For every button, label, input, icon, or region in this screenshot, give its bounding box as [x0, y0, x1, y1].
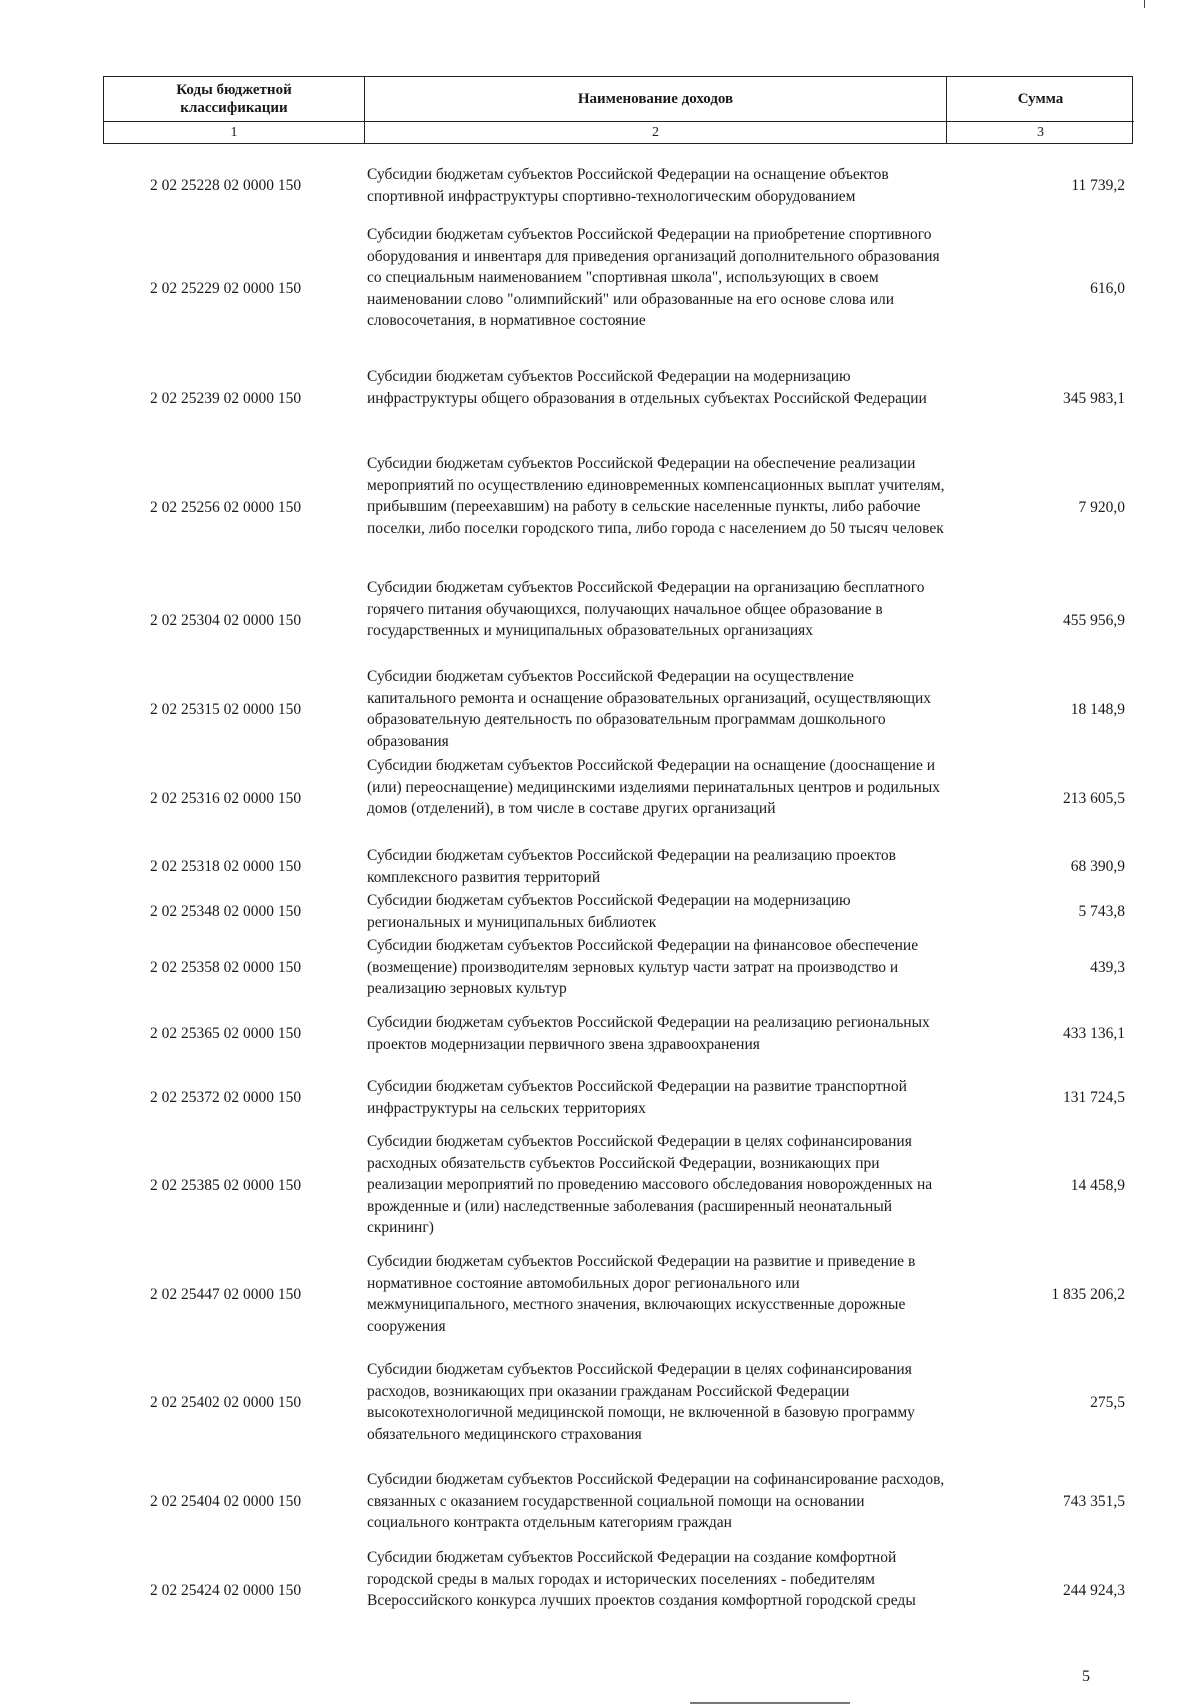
row-code: 2 02 25424 02 0000 150 — [150, 1582, 302, 1599]
scan-artifact — [1144, 0, 1145, 8]
row-sum: 244 924,3 — [1063, 1582, 1125, 1599]
row-sum: 455 956,9 — [1063, 612, 1125, 629]
row-name: Субсидии бюджетам субъектов Российской Федерации на создание комфортной городской среды в малых городах и исторических поселениях - победителям Всероссийского конкурса лучших проектов создания комфортной городской среды — [367, 1549, 916, 1610]
row-name: Субсидии бюджетам субъектов Российской Федерации на софинансирование расходов, связанных с оказанием государственной социальной помощи на основании социального контракта отдельным категориям граждан — [367, 1471, 945, 1532]
row-sum: 616,0 — [1090, 280, 1125, 297]
row-name: Субсидии бюджетам субъектов Российской Федерации на реализацию региональных проектов модернизации первичного звена здравоохранения — [367, 1014, 930, 1053]
table-header — [103, 76, 1133, 144]
row-sum: 275,5 — [1090, 1394, 1125, 1411]
header-num-1: 1 — [104, 121, 365, 143]
row-sum: 7 920,0 — [1078, 499, 1125, 516]
row-name: Субсидии бюджетам субъектов Российской Федерации на развитие и приведение в нормативное состояние автомобильных дорог регионального или межмуниципального, местного значения, включающих искусственные дорожные сооружения — [367, 1253, 916, 1335]
header-num-2: 2 — [365, 121, 947, 143]
row-name: Субсидии бюджетам субъектов Российской Федерации на реализацию проектов комплексного развития территорий — [367, 847, 896, 886]
row-code: 2 02 25315 02 0000 150 — [150, 701, 302, 718]
row-code: 2 02 25256 02 0000 150 — [150, 499, 302, 516]
row-name: Субсидии бюджетам субъектов Российской Федерации на финансовое обеспечение (возмещение) производителям зерновых культур части затрат на производство и реализацию зерновых культур — [367, 937, 919, 998]
row-sum: 68 390,9 — [1070, 858, 1125, 875]
row-name: Субсидии бюджетам субъектов Российской Федерации на модернизацию региональных и муниципальных библиотек — [367, 892, 851, 931]
row-name: Субсидии бюджетам субъектов Российской Федерации на обеспечение реализации мероприятий по осуществлению единовременных компенсационных выплат учителям, прибывшим (переехавшим) на работу в сельские населенные пункты, либо рабочие поселки, либо поселки городского типа, либо города с населением до 50 тысяч человек — [367, 455, 945, 537]
row-sum: 213 605,5 — [1063, 790, 1125, 807]
row-code: 2 02 25365 02 0000 150 — [150, 1025, 302, 1042]
row-code: 2 02 25348 02 0000 150 — [150, 903, 302, 920]
row-code: 2 02 25385 02 0000 150 — [150, 1177, 302, 1194]
row-name: Субсидии бюджетам субъектов Российской Федерации на оснащение объектов спортивной инфраструктуры спортивно-технологическим оборудованием — [367, 166, 889, 205]
header-codes: Коды бюджетной классификации — [104, 77, 365, 121]
row-sum: 743 351,5 — [1063, 1493, 1125, 1510]
page-number: 5 — [1082, 1668, 1090, 1685]
row-name: Субсидии бюджетам субъектов Российской Федерации на приобретение спортивного оборудования и инвентаря для приведения организаций дополнительного образования со специальным наименованием "спортивная школа", использующих в своем наименовании слово "олимпийский" или образованные на его основе слова или словосочетания, в нормативное состояние — [367, 226, 940, 330]
row-sum: 1 835 206,2 — [1051, 1286, 1125, 1303]
row-code: 2 02 25316 02 0000 150 — [150, 790, 302, 807]
header-num-3: 3 — [947, 121, 1134, 143]
row-sum: 5 743,8 — [1078, 903, 1125, 920]
row-code: 2 02 25239 02 0000 150 — [150, 390, 302, 407]
row-name: Субсидии бюджетам субъектов Российской Федерации на осуществление капитального ремонта и оснащение образовательных организаций, осуществляющих образовательную деятельность по образовательным программам дошкольного образования — [367, 668, 932, 750]
row-sum: 11 739,2 — [1071, 177, 1125, 194]
row-sum: 14 458,9 — [1070, 1177, 1125, 1194]
row-code: 2 02 25228 02 0000 150 — [150, 177, 302, 194]
row-name: Субсидии бюджетам субъектов Российской Федерации в целях софинансирования расходных обязательств субъектов Российской Федерации, возникающих при реализации мероприятий по проведению массового обследования новорожденных на врожденные и (или) наследственные заболевания (расширенный неонатальный скрининг) — [367, 1133, 933, 1237]
row-code: 2 02 25304 02 0000 150 — [150, 612, 302, 629]
row-sum: 345 983,1 — [1063, 390, 1125, 407]
row-name: Субсидии бюджетам субъектов Российской Федерации на развитие транспортной инфраструктуры на сельских территориях — [367, 1078, 907, 1117]
header-name: Наименование доходов — [365, 77, 947, 121]
row-sum: 18 148,9 — [1070, 701, 1125, 718]
row-sum: 433 136,1 — [1063, 1025, 1125, 1042]
row-code: 2 02 25318 02 0000 150 — [150, 858, 302, 875]
row-sum: 439,3 — [1090, 959, 1125, 976]
row-sum: 131 724,5 — [1063, 1089, 1125, 1106]
row-name: Субсидии бюджетам субъектов Российской Федерации на оснащение (дооснащение и (или) переоснащение) медицинскими изделиями перинатальных центров и родильных домов (отделений), в том числе в составе других организаций — [367, 757, 941, 818]
row-code: 2 02 25447 02 0000 150 — [150, 1286, 302, 1303]
row-name: Субсидии бюджетам субъектов Российской Федерации в целях софинансирования расходов, возникающих при оказании гражданам Российской Федерации высокотехнологичной медицинской помощи, не включенной в базовую программу обязательного медицинского страхования — [367, 1361, 915, 1443]
row-code: 2 02 25402 02 0000 150 — [150, 1394, 302, 1411]
row-name: Субсидии бюджетам субъектов Российской Федерации на модернизацию инфраструктуры общего образования в отдельных субъектах Российской Федерации — [367, 368, 927, 407]
row-name: Субсидии бюджетам субъектов Российской Федерации на организацию бесплатного горячего питания обучающихся, получающих начальное общее образование в государственных и муниципальных образовательных организациях — [367, 579, 925, 640]
row-code: 2 02 25358 02 0000 150 — [150, 959, 302, 976]
header-sum: Сумма — [1017, 91, 1064, 107]
scan-artifact — [690, 1702, 850, 1704]
row-code: 2 02 25404 02 0000 150 — [150, 1493, 302, 1510]
row-code: 2 02 25229 02 0000 150 — [150, 280, 302, 297]
row-code: 2 02 25372 02 0000 150 — [150, 1089, 302, 1106]
